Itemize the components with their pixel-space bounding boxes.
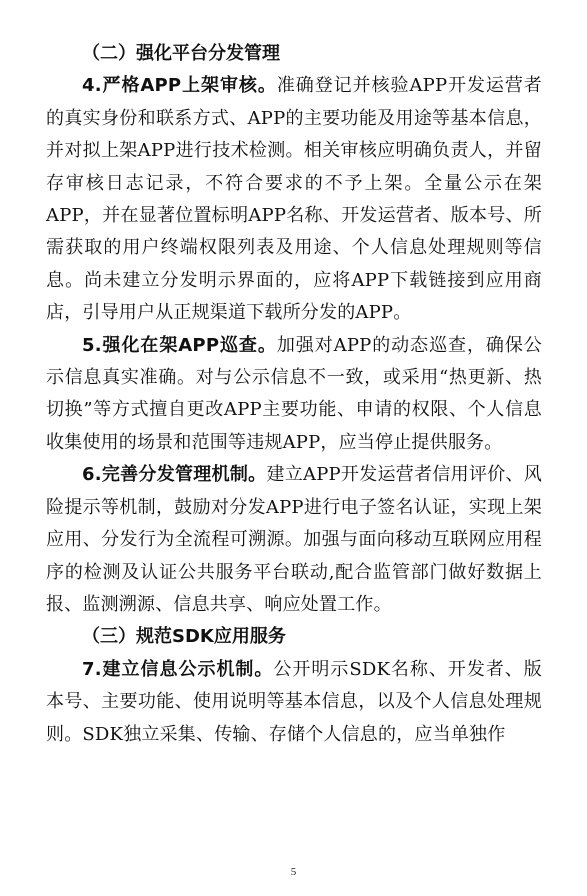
paragraph-item-5: [46, 330, 542, 460]
page-number: 5: [290, 866, 297, 878]
item-6-text: 建立APP开发运营者信用评价、风险提示等机制，鼓励对分发APP进行电子签名认证，实现上架应用、分发行为全流程可溯源。加强与面向移动互联网应用程序的检测及认证公共服务平台联动,配合监管部门做好数据上报、监测溯源、信息共享、响应处置工作。: [46, 464, 543, 615]
paragraph-item-6: [46, 459, 542, 621]
item-5-text: 加强对APP的动态巡查，确保公示信息真实准确。对与公示信息不一致，或采用“热更新、热切换”等方式擅自更改APP主要功能、申请的权限、个人信息收集使用的场景和范围等违规APP，应当停止提供服务。: [46, 334, 542, 453]
item-4-title: 4.严格APP上架审核。: [82, 75, 277, 97]
document-body: [46, 38, 542, 751]
paragraph-item-4: [46, 70, 542, 329]
item-4-text: 准确登记并核验APP开发运营者的真实身份和联系方式、APP的主要功能及用途等基本信息，并对拟上架APP进行技术检测。相关审核应明确负责人，并留存审核日志记录，不符合要求的不予上架。全量公示在架APP，并在显著位置标明APP名称、开发运营者、版本号、所需获取的用户终端权限列表及用途、个人信息处理规则等信息。尚未建立分发明示界面的，应将APP下载链接到应用商店，引导用户从正规渠道下载所分发的APP。: [46, 75, 542, 324]
item-5-title: 5.强化在架APP巡查。: [82, 334, 277, 356]
item-6-title: 6.完善分发管理机制。: [82, 464, 267, 486]
section-heading-platform: （二）强化平台分发管理: [82, 43, 280, 64]
item-7-title: 7.建立信息公示机制。: [82, 658, 274, 680]
section-heading-sdk: （三）规范SDK应用服务: [82, 626, 286, 648]
item-7-text: 公开明示SDK名称、开发者、版本号、主要功能、使用说明等基本信息，以及个人信息处理规则。SDK独立采集、传输、存储个人信息的，应当单独作: [46, 658, 542, 745]
paragraph-item-7: [46, 654, 542, 751]
